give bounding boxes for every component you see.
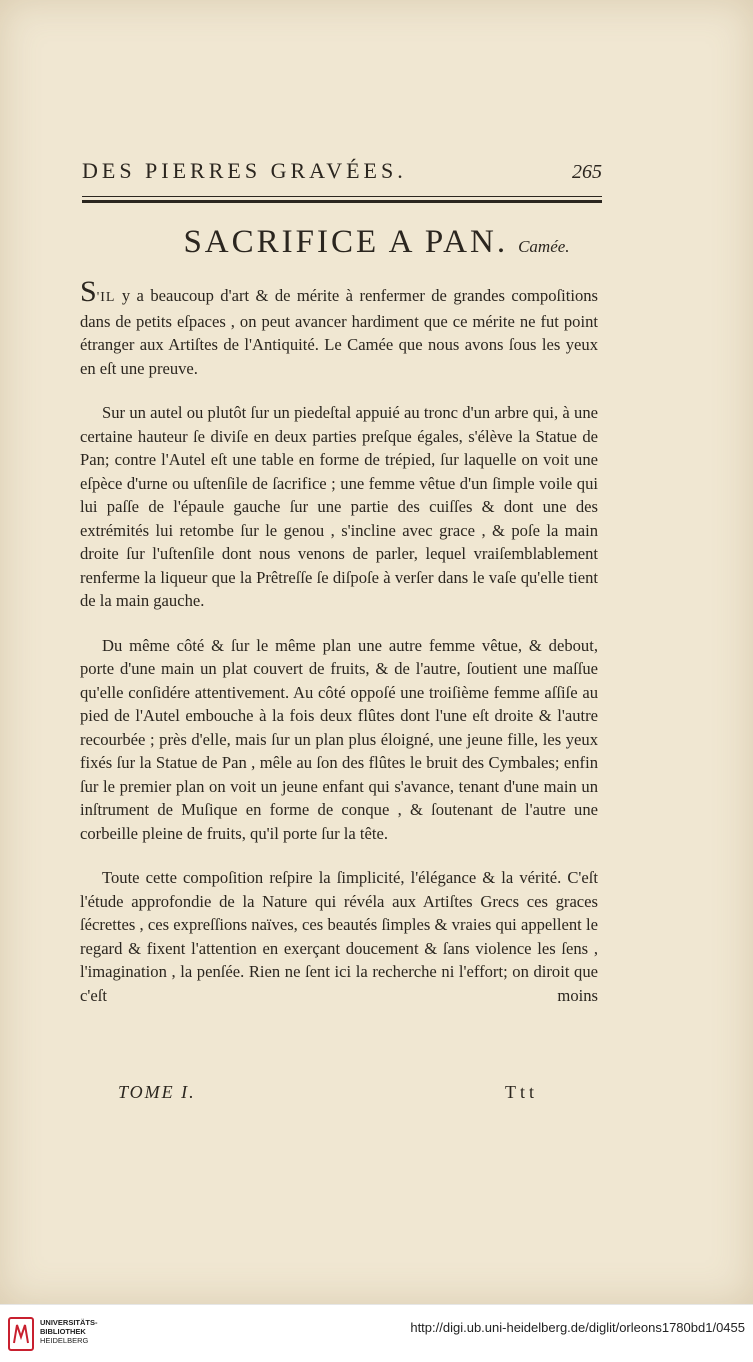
- signature-mark: Ttt: [505, 1082, 538, 1102]
- paragraph-1: [80, 275, 598, 380]
- library-name-line3: HEIDELBERG: [40, 1336, 89, 1345]
- page-number: 265: [572, 161, 602, 183]
- header-rule-thin: [82, 196, 602, 197]
- first-word: 'IL: [96, 290, 116, 305]
- body-text: [80, 275, 598, 1007]
- paragraph-1-text: y a beaucoup d'art & de mérite à renfermer de grandes compoſitions dans de petits eſpaces , on peut avancer hardiment que ce mérite ne fut point étranger aux Artiſtes de l'Antiquité. Le Camée que nous avons ſous les yeux en eſt une preuve.: [80, 286, 598, 378]
- library-seal-icon: [8, 1317, 34, 1351]
- section-subtitle: Camée.: [518, 237, 570, 256]
- running-title: DES PIERRES GRAVÉES.: [82, 158, 407, 183]
- library-name-line1: UNIVERSITÄTS-: [40, 1318, 98, 1327]
- section-heading: [0, 224, 753, 261]
- running-head: [82, 158, 602, 184]
- page-footer: [118, 1082, 538, 1103]
- header-rule-thick: [82, 200, 602, 203]
- library-name: [40, 1318, 98, 1345]
- paragraph-4: Toute cette compoſition reſpire la ſimplicité, l'élégance & la vérité. C'eſt l'étude approfondie de la Nature qui révéla aux Artiſtes Grecs ces graces ſécrettes , ces expreſſions naïves, ces beautés ſimples & vraies qui appellent le regard & fixent l'attention en exerçant doucement & ſans violence les ſens , l'imagination , la penſée. Rien ne ſent ici la recherche ni l'effort; on diroit que c'eſt moins: [80, 868, 598, 1005]
- library-name-line2: BIBLIOTHEK: [40, 1327, 86, 1336]
- library-footer-bar: [0, 1304, 753, 1362]
- drop-cap: S: [80, 275, 97, 308]
- source-url-link[interactable]: http://digi.ub.uni-heidelberg.de/diglit/orleons1780bd1/0455: [410, 1320, 745, 1335]
- paragraph-3: Du même côté & ſur le même plan une autre femme vêtue, & debout, porte d'une main un plat couvert de fruits, & de l'autre, ſoutient une maſſue qu'elle conſidére attentivement. Au côté oppoſé une troiſième femme aſſiſe au pied de l'Autel embouche à la fois deux flûtes dont l'une eſt droite & l'autre recourbée ; près d'elle, mais ſur un plan plus éloigné, une jeune fille, les yeux fixés ſur la Statue de Pan , mêle au ſon des flûtes le bruit des Cymbales; enfin ſur le premier plan on voit un jeune enfant qui s'avance, tenant d'une main un inſtrument de Muſique en forme de conque , & ſoutenant de l'autre une corbeille pleine de fruits, qu'il porte ſur la tête.: [80, 635, 598, 843]
- volume-label: TOME I.: [118, 1082, 196, 1102]
- section-title: SACRIFICE A PAN.: [183, 224, 509, 260]
- paragraph-2: Sur un autel ou plutôt ſur un piedeſtal appuié au tronc d'un arbre qui, à une certaine hauteur ſe diviſe en deux parties preſque égales, s'élève la Statue de Pan; contre l'Autel eſt une table en forme de trépied, ſur laquelle on voit une eſpèce d'urne ou uſtenſile de ſacrifice ; une femme vêtue d'un ſimple voile qui lui paſſe de l'épaule gauche ſur une partie des cuiſſes & dont une des extrémités lui retombe ſur le genou , s'incline avec grace , & poſe la main droite ſur l'uſtenſile dont nous venons de parler, lequel vraiſemblablement renferme la liqueur que la Prêtreſſe ſe diſpoſe à verſer dans le vaſe qu'elle tient de la main gauche.: [80, 403, 598, 610]
